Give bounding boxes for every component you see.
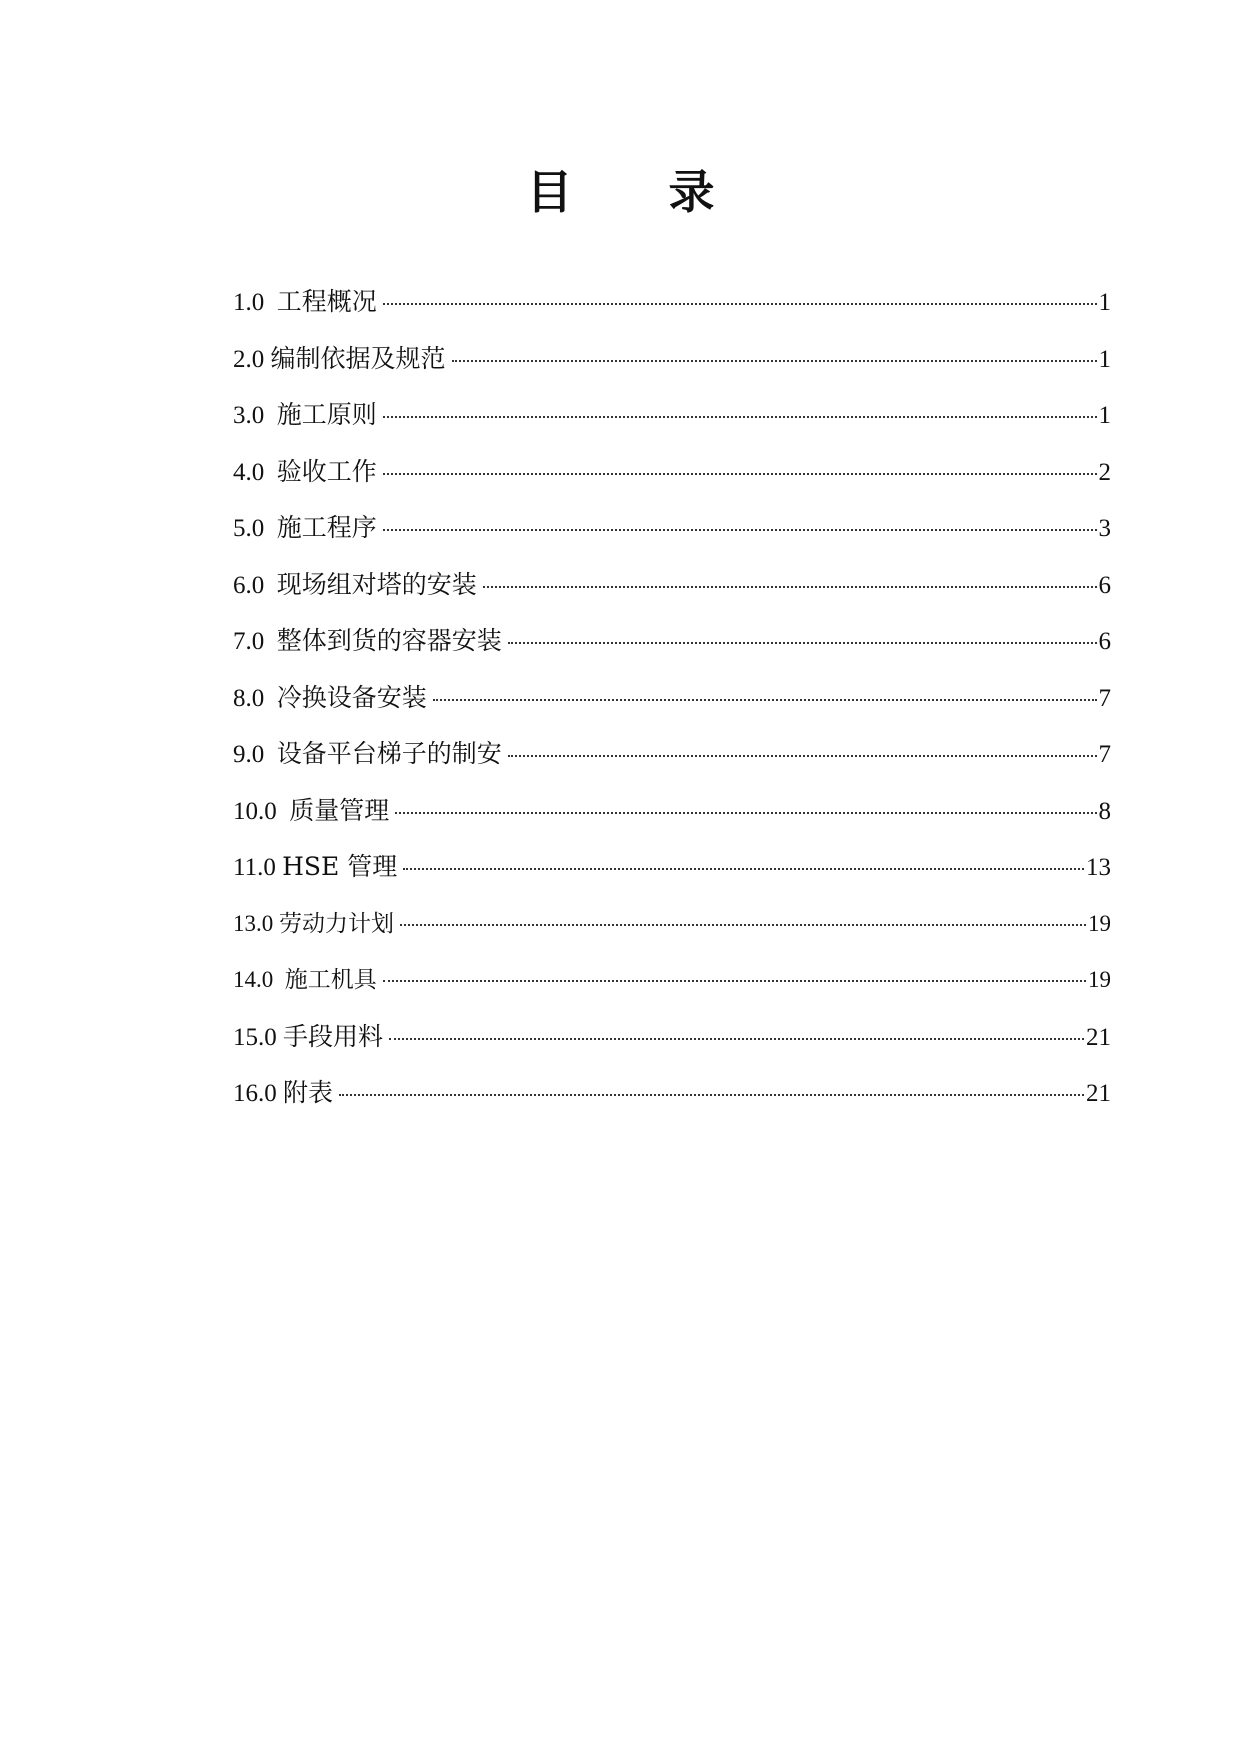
toc-entry-title: 质量管理 xyxy=(289,795,390,825)
toc-entry-number: 2.0 xyxy=(233,345,271,373)
toc-entry-page: 1 xyxy=(1098,402,1111,429)
toc-entry[interactable] xyxy=(233,678,1111,735)
dot-leader xyxy=(452,360,1097,362)
toc-entry-page: 1 xyxy=(1098,345,1111,373)
toc-entry-page: 7 xyxy=(1098,684,1111,712)
toc-entry[interactable] xyxy=(233,734,1111,791)
toc-entry-number: 3.0 xyxy=(233,402,277,429)
table-of-contents xyxy=(233,282,1111,1130)
dot-leader xyxy=(383,529,1097,531)
toc-entry-number: 5.0 xyxy=(233,515,277,542)
dot-leader xyxy=(400,924,1086,926)
toc-entry-number: 9.0 xyxy=(233,741,277,768)
toc-entry[interactable] xyxy=(233,621,1111,678)
toc-entry-page: 8 xyxy=(1098,797,1111,825)
toc-entry[interactable] xyxy=(233,282,1111,339)
toc-entry-number: 14.0 xyxy=(233,967,285,992)
toc-entry[interactable] xyxy=(233,1073,1111,1130)
toc-entry[interactable] xyxy=(233,791,1111,848)
toc-entry-title: 手段用料 xyxy=(283,1021,384,1051)
toc-entry-number: 6.0 xyxy=(233,571,277,599)
toc-entry-page: 7 xyxy=(1098,741,1111,768)
toc-entry[interactable] xyxy=(233,904,1111,961)
dot-leader xyxy=(508,642,1097,644)
toc-entry-number: 4.0 xyxy=(233,458,277,486)
toc-entry[interactable] xyxy=(233,1017,1111,1074)
dot-leader xyxy=(483,586,1097,588)
dot-leader xyxy=(395,812,1096,814)
toc-entry-page: 6 xyxy=(1098,571,1111,599)
dot-leader xyxy=(508,755,1097,757)
dot-leader xyxy=(339,1094,1084,1096)
toc-entry-page: 19 xyxy=(1088,910,1111,936)
toc-entry[interactable] xyxy=(233,339,1111,396)
toc-entry[interactable] xyxy=(233,847,1111,904)
toc-entry-title: 编制依据及规范 xyxy=(270,343,446,373)
toc-entry-page: 21 xyxy=(1086,1023,1111,1051)
page-title-char-2: 录 xyxy=(668,165,715,219)
toc-entry[interactable] xyxy=(233,960,1111,1017)
toc-entry-title: HSE 管理 xyxy=(282,852,398,881)
toc-entry-page: 1 xyxy=(1098,289,1111,316)
page-title xyxy=(0,162,1241,222)
toc-entry-number: 16.0 xyxy=(233,1080,283,1107)
toc-entry-number: 15.0 xyxy=(233,1023,283,1051)
toc-entry-page: 2 xyxy=(1098,458,1111,486)
dot-leader xyxy=(433,699,1097,701)
toc-entry-title: 劳动力计划 xyxy=(279,910,394,937)
dot-leader xyxy=(389,1038,1084,1040)
toc-entry-title: 冷换设备安装 xyxy=(276,682,427,712)
toc-entry-page: 13 xyxy=(1086,854,1111,881)
toc-entry-title: 工程概况 xyxy=(276,287,377,316)
toc-entry-number: 10.0 xyxy=(233,797,290,825)
toc-entry-title: 整体到货的容器安装 xyxy=(276,626,502,655)
toc-entry-page: 19 xyxy=(1088,967,1111,992)
toc-entry-page: 6 xyxy=(1098,628,1111,655)
toc-entry[interactable] xyxy=(233,395,1111,452)
toc-entry[interactable] xyxy=(233,508,1111,565)
toc-entry-page: 3 xyxy=(1098,515,1111,542)
dot-leader xyxy=(383,416,1097,418)
toc-entry-title: 现场组对塔的安装 xyxy=(276,569,477,599)
page-title-char-1: 目 xyxy=(526,165,573,219)
toc-entry[interactable] xyxy=(233,452,1111,509)
toc-entry-title: 设备平台梯子的制安 xyxy=(276,739,502,768)
toc-entry[interactable] xyxy=(233,565,1111,622)
toc-entry-number: 13.0 xyxy=(233,910,279,936)
toc-entry-number: 11.0 xyxy=(233,854,283,881)
dot-leader xyxy=(383,303,1097,305)
toc-entry-title: 施工原则 xyxy=(276,400,377,429)
toc-entry-title: 施工机具 xyxy=(284,967,377,993)
toc-entry-number: 7.0 xyxy=(233,628,277,655)
dot-leader xyxy=(383,473,1097,475)
dot-leader xyxy=(383,980,1086,982)
toc-entry-number: 8.0 xyxy=(233,684,277,712)
toc-entry-title: 施工程序 xyxy=(276,513,377,542)
dot-leader xyxy=(403,868,1084,870)
toc-entry-title: 附表 xyxy=(283,1078,334,1107)
toc-entry-number: 1.0 xyxy=(233,289,277,316)
toc-entry-page: 21 xyxy=(1086,1080,1111,1107)
toc-entry-title: 验收工作 xyxy=(276,456,377,486)
